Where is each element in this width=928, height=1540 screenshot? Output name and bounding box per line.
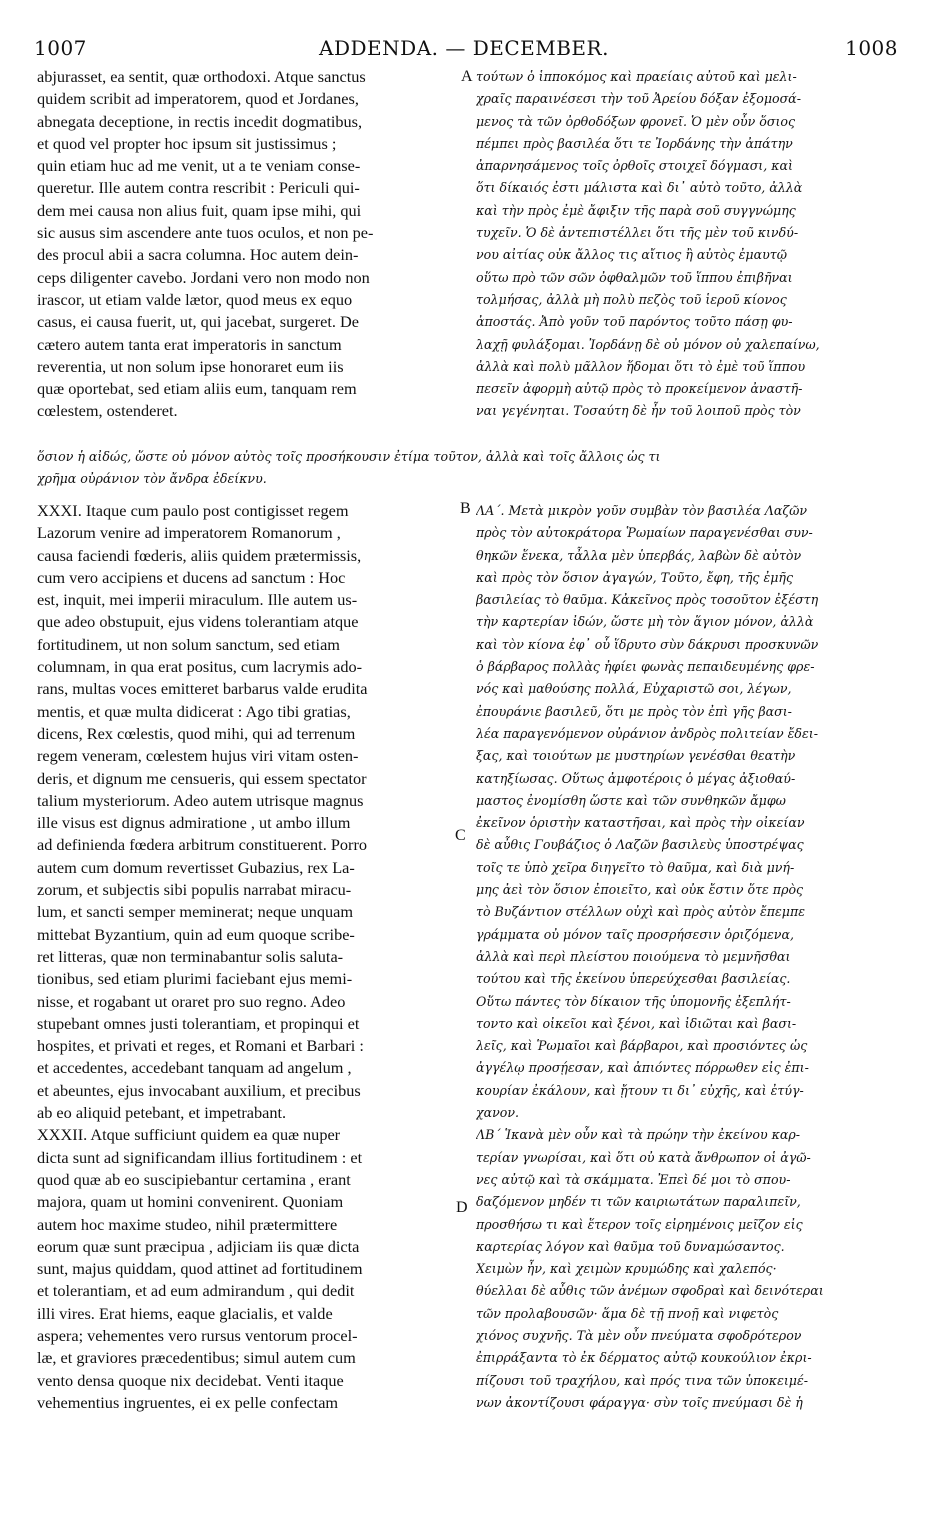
text-line: ΛΒ΄ Ἱκανὰ μὲν οὖν καὶ τὰ πρώην τὴν ἐκείνου καρ- [476,1127,801,1143]
text-line: τὴν καρτερίαν ἰδών, ὥστε μὴ τὸν ἅγιον μόνον, ἀλλὰ [476,614,814,630]
text-line: λέα παραγενόμενον οὐράνιον ἀνδρὸς πολιτείαν ἔδει- [476,725,818,741]
text-line: ἀγγέλῳ προσῄεσαν, καὶ ἀπιόντες πόρρωθεν εἰς ἐπι- [476,1060,809,1076]
section-marker-d: D [456,1199,468,1216]
text-line: ab eo aliquid petebant, et impetrabant. [37,1103,287,1123]
text-line: ad definienda fœdera arbitrum constituerent. Porro [37,835,368,855]
text-line: τερίαν γνωρίσαι, καὶ ὅτι οὐ κατὰ ἄνθρωπον οἱ ἀγῶ- [476,1149,811,1165]
greek-column-2 [476,500,898,1459]
text-line: irascor, ut etiam valde lætor, quod meus ex equo [37,289,353,309]
text-line: τὸ Βυζάντιον στέλλων οὐχὶ καὶ πρὸς αὐτὸν ἔπεμπε [476,904,806,920]
section-marker-c: C [455,827,466,844]
text-line: queretur. Ille autem contra rescribit : Periculi qui- [37,178,360,198]
text-line: τούτου καὶ τῆς ἐκείνου ὑπερεύχεσθαι βασιλείας. [476,971,791,987]
text-line: hospites, et privati et reges, et Romani et Barbari : [37,1036,364,1056]
text-line: XXXI. Itaque cum paulo post contigisset regem [37,501,349,520]
text-line: καὶ πρὸς τὸν ὅσιον ἀγαγών, Τοῦτο, ἔφη, τῆς ἐμῆς [476,569,794,585]
text-line: des procul abii a sacra columna. Hoc autem dein- [37,245,359,265]
text-line: nisse, et rogabant ut oraret pro suo regno. Adeo [37,991,346,1011]
text-line: τολμήσας, ἀλλὰ μὴ πολὺ πεζὸς τοῦ ἱεροῦ κίονος [476,291,787,307]
text-line: πίζουσι τοῦ τραχήλου, καὶ πρός τινα τῶν ὑποκειμέ- [476,1372,808,1388]
text-line: dicens, Rex cœlestis, quod mihi, qui ad terrenum [37,723,356,743]
text-line: quod quæ ab eo suscipiebantur certamina , erant [37,1169,351,1189]
text-line: et quod vel propter hoc ipsum sit justissimus ; [37,133,337,153]
text-line: illi vires. Erat hiems, eaque glacialis, et valde [37,1303,333,1323]
text-line: ὅσιον ἡ αἰδώς, ὥστε οὐ μόνον αὐτὸς τοῖς προσήκουσιν ἐτίμα τοῦτον, ἀλλὰ καὶ τοῖς ἄλλοις ὡς τι [37,449,661,464]
text-line: προσθήσω τι καὶ ἕτερον τοῖς εἰρημένοις μεῖζον εἰς [476,1216,803,1232]
text-line: sunt, majus quiddam, quod attinet ad fortitudinem [37,1259,363,1279]
text-line: vehementius ingruentes, ei ex pelle confectam [37,1392,339,1412]
text-line: πέμπει πρὸς βασιλέα ὅτι τε Ἰορδάνης τὴν ἀπάτην [476,135,793,151]
text-line: cœlestem, ostenderet. [37,401,178,421]
text-line: stupebant omnes justi tolerantiam, et propinqui et [37,1013,360,1033]
text-line: casus, ei causa fuerit, ut, qui jacebat, surgeret. De [37,312,360,332]
text-line: mentis, et quæ multa didicerat : Ago tibi gratias, [37,701,351,721]
text-line: θηκῶν ἕνεκα, τἆλλα μὲν ὑπερβάς, λαβὼν δὲ αὐτὸν [476,547,802,563]
text-line: vento densa quoque nix decidebat. Venti itaque [37,1370,344,1390]
text-line: νων ἀκοντίζουσι φάραγγα· σὺν τοῖς πνεύμασι δὲ ἡ [476,1394,803,1410]
text-line: πεσεῖν ἀφορμὴ αὐτῷ πρὸς τὸ προκείμενον ἀναστῆ- [476,381,803,397]
latin-column-2 [37,500,457,1459]
text-line: τούτων ὁ ἱπποκόμος καὶ πραείαις αὐτοῦ καὶ μελι- [476,69,797,84]
text-line: ἐκεῖνον ὁριστὴν καταστῆσαι, καὶ πρὸς τὴν οἰκείαν [476,815,805,831]
text-line: τοῖς τε ὑπὸ χεῖρα διηγεῖτο τὸ θαῦμα, καὶ διὰ μνή- [476,859,795,875]
text-line: νες αὐτῷ καὶ τὰ σκάμματα. Ἐπεὶ δέ μοι τὸ σπου- [476,1171,791,1187]
text-line: χανον. [476,1105,520,1121]
text-line: ἀλλὰ καὶ πολὺ μᾶλλον ἥδομαι ὅτι τὸ ἐμὲ τοῦ ἵππου [476,358,806,374]
text-line [476,1436,898,1458]
text-line: χραῖς παραινέσεσι τὴν τοῦ Ἀρείου δόξαν ἐξομοσά- [476,91,801,107]
section-marker-b: B [460,500,471,517]
text-line: ΛΑ΄. Μετὰ μικρὸν γοῦν συμβὰν τὸν βασιλέα Λαζῶν [476,503,808,518]
text-line: τῶν προλαβουσῶν· ἅμα δὲ τῇ πνοῇ καὶ νιφετὸς [476,1305,779,1321]
text-line: majora, quam ut homini convenirent. Quoniam [37,1192,344,1212]
text-line: læ, et graviores præcedentibus; simul autem cum [37,1348,356,1368]
text-line: ὅτι δίκαιός ἐστι μάλιστα καὶ δι᾽ αὐτὸ τοῦτο, ἀλλὰ [476,180,803,196]
text-line: χιόνος συχνῆς. Τὰ μὲν οὖν πνεύματα σφοδρότερον [476,1327,802,1343]
section-marker-a: A [461,68,473,85]
text-line: λεῖς, καὶ Ῥωμαῖοι καὶ βάρβαροι, καὶ προσιόντες ὡς [476,1038,808,1054]
text-line: πρὸς τὸν αὐτοκράτορα Ῥωμαίων παραγενέσθαι συν- [476,525,813,541]
text-line: est, inquit, mei imperii miraculum. Ille autem us- [37,590,358,610]
text-line: λαχῇ φυλάξομαι. Ἰορδάνῃ δὲ οὐ μόνον οὐ χαλεπαίνω, [476,336,820,352]
text-line: κουρίαν ἐκάλουν, καὶ ᾔτουν τι δι᾽ εὐχῆς, καὶ ἐτύγ- [476,1082,804,1098]
text-line: οὕτω πρὸ τῶν σῶν ὀφθαλμῶν τοῦ ἵππου ἐπιβῆναι [476,269,793,285]
greek-column-1 [476,66,898,445]
text-line: que adeo obstupuit, ejus videns tolerantiam atque [37,612,359,632]
text-line: sic ausus sim ascendere ante tuos oculos, et non pe- [37,223,374,243]
text-line: aspera; vehementes vero rursus ventorum procel- [37,1325,358,1345]
text-line: columnam, in qua erat positus, cum lacrymis ado- [37,657,363,677]
text-line: νός καὶ μαθούσης πολλά, Εὐχαριστῶ σοι, λέγων, [476,681,792,697]
text-line: dem mei causa non alius fuit, quam ipse mihi, qui [37,200,362,220]
text-line: χρῆμα οὐράνιον τὸν ἄνδρα ἐδείκνυ. [37,471,267,487]
text-line: ναι γεγένηται. Τοσαύτη δὲ ἦν τοῦ λοιποῦ πρὸς τὸν [476,403,801,419]
text-line: XXXII. Atque sufficiunt quidem ea quæ nuper [37,1125,341,1145]
text-line: causa faciendi fœderis, aliis quidem prætermissis, [37,545,362,565]
text-line: ἀλλὰ καὶ περὶ πλείστου ποιούμενα τὸ μεμνῆσθαι [476,948,791,964]
text-line: τυχεῖν. Ὁ δὲ ἀντεπιστέλλει ὅτι τῆς μὲν τοῦ κινδύ- [476,225,799,241]
text-line: rans, multas voces emitteret barbarus valde erudita [37,679,368,699]
text-line: cum vero accipiens et ducens ad sanctum : Hoc [37,567,346,587]
text-line: γράμματα οὐ μόνον ταῖς προσρήσεσιν ὁριζόμενα, [476,926,794,942]
text-line [476,423,898,445]
text-line: τοντο καὶ οἰκεῖοι καὶ ξένοι, καὶ ἰδιῶται καὶ βασι- [476,1015,797,1031]
text-line: Lazorum venire ad imperatorem Romanorum , [37,523,341,543]
text-line: cætero autem tanta erat imperatoris in sanctum [37,334,342,354]
text-line: reverentia, ut non solum ipse honoraret eum iis [37,356,344,376]
text-line: καρτερίας λόγον καὶ θαῦμα τοῦ δυναμώσαντος. [476,1238,785,1254]
greek-fullwidth-block [37,446,897,491]
text-line [37,1414,457,1436]
text-line [37,423,457,445]
text-line: quæ oportebat, sed etiam aliis eum, tanquam rem [37,379,357,399]
text-line: δαζόμενον μηδέν τι τῶν καιριωτάτων παραλιπεῖν, [476,1194,801,1210]
text-line: Χειμὼν ἦν, καὶ χειμὼν κρυμώδης καὶ χαλεπός· [476,1261,777,1277]
text-line: autem hoc maxime studeo, nihil prætermittere [37,1214,338,1234]
text-line: ceps diligenter cavebo. Jordani vero non modo non [37,267,370,287]
text-line: lum, et sancti semper meminerat; neque unquam [37,902,354,922]
text-line: regem veneram, cœlestem hujus viri vitam osten- [37,746,359,766]
text-line: ἀπαρνησάμενος τοῖς ὀρθοῖς στοιχεῖ δόγμασι, καὶ [476,158,793,174]
text-line: dicta sunt ad significandam illius fortitudinem : et [37,1147,363,1167]
text-line [476,1414,898,1436]
text-line: deris, et dignum me censueris, qui essem spectator [37,768,367,788]
text-line: βασιλείας τὸ θαῦμα. Κἀκεῖνος πρὸς τοσοῦτον ἐξέστη [476,592,819,608]
text-line: et accedentes, accedebant tanquam ad angelum , [37,1058,352,1078]
page-number-left: 1007 [34,36,87,60]
text-line: ἀποστάς. Ἀπὸ γοῦν τοῦ παρόντος τοῦτο πάσῃ φυ- [476,314,793,330]
text-line: et abeuntes, ejus invocabant auxilium, et precibus [37,1080,361,1100]
text-line: καὶ τὸν κίονα ἐφ᾽ οὗ ἵδρυτο σὺν δάκρυσι προσκυνῶν [476,636,819,652]
text-line: autem cum domum revertisset Gubazius, rex La- [37,857,355,877]
text-line: μενος τὰ τῶν ὀρθοδόξων φρονεῖ. Ὁ μὲν οὖν ὅσιος [476,113,796,129]
text-line: et tolerantiam, et ad eum admirandum , qui dedit [37,1281,355,1301]
page-number-right: 1008 [845,36,898,60]
text-line: talium mysteriorum. Adeo autem utrisque magnus [37,790,364,810]
text-line: καὶ τὴν πρὸς ἐμὲ ἄφιξιν τῆς παρὰ σοῦ συγγνώμης [476,202,796,218]
text-line: κατηξίωσας. Οὕτως ἀμφοτέροις ὁ μέγας ἀξιοθαύ- [476,770,796,786]
text-line: fortitudinem, ut non solum sanctum, sed etiam [37,634,340,654]
text-line: δὲ αὖθις Γουβάζιος ὁ Λαζῶν βασιλεὺς ὑποστρέψας [476,837,804,853]
text-line [37,1436,457,1458]
text-line: ille visus est dignus admiratione , ut ambo illum [37,813,351,833]
text-line: ξας, καὶ τοιούτων με μυστηρίων γενέσθαι θεατὴν [476,748,796,764]
text-line: θύελλαι δὲ αὖθις τῶν ἀνέμων σφοδραὶ καὶ δεινότεραι [476,1283,824,1299]
text-line: quin etiam huc ad me venit, ut a te veniam conse- [37,156,361,176]
text-line: tionibus, sed etiam plurimi faciebant ejus memi- [37,969,353,989]
text-line: Οὕτω πάντες τὸν δίκαιον τῆς ὑπομονῆς ἐξεπλήτ- [476,993,791,1009]
text-line: νου αἰτίας οὐκ ἄλλος τις αἴτιος ἢ αὐτὸς ἐμαυτῷ [476,247,788,263]
text-line: ἐπιρράξαντα τὸ ἐκ δέρματος αὐτῷ κουκούλιον ἐκρι- [476,1350,812,1366]
text-line: quidem scribit ad imperatorem, quod et Jordanes, [37,89,359,109]
text-line: mittebat Byzantium, quin ad eum quoque scribe- [37,924,355,944]
text-line: abnegata deceptione, in rectis incedit dogmatibus, [37,111,363,131]
latin-column-1 [37,66,457,445]
text-line: ὁ βάρβαρος πολλὰς ἠφίει φωνὰς πεπαιδευμένης φρε- [476,659,815,675]
text-line: μαστος ἐνομίσθη ὥστε καὶ τῶν συνθηκῶν ἄμφω [476,792,786,808]
text-line: eorum quæ sunt præcipua , adjiciam iis quæ dicta [37,1236,360,1256]
text-line: ret litteras, quæ non terminabantur solis saluta- [37,946,344,966]
text-line: abjurasset, ea sentit, quæ orthodoxi. Atque sanctus [37,67,366,86]
text-line: zorum, et subjectis sibi populis narrabat miracu- [37,880,352,900]
text-line: μης ἀεὶ τὸν ὅσιον ἐποιεῖτο, καὶ οὐκ ἔστιν ὅτε πρὸς [476,882,804,898]
text-line: ἐπουράνιε βασιλεῦ, ὅτι με πρὸς τὸν ἐπὶ γῆς βασι- [476,703,792,719]
running-title: ADDENDA. — DECEMBER. [319,36,609,60]
